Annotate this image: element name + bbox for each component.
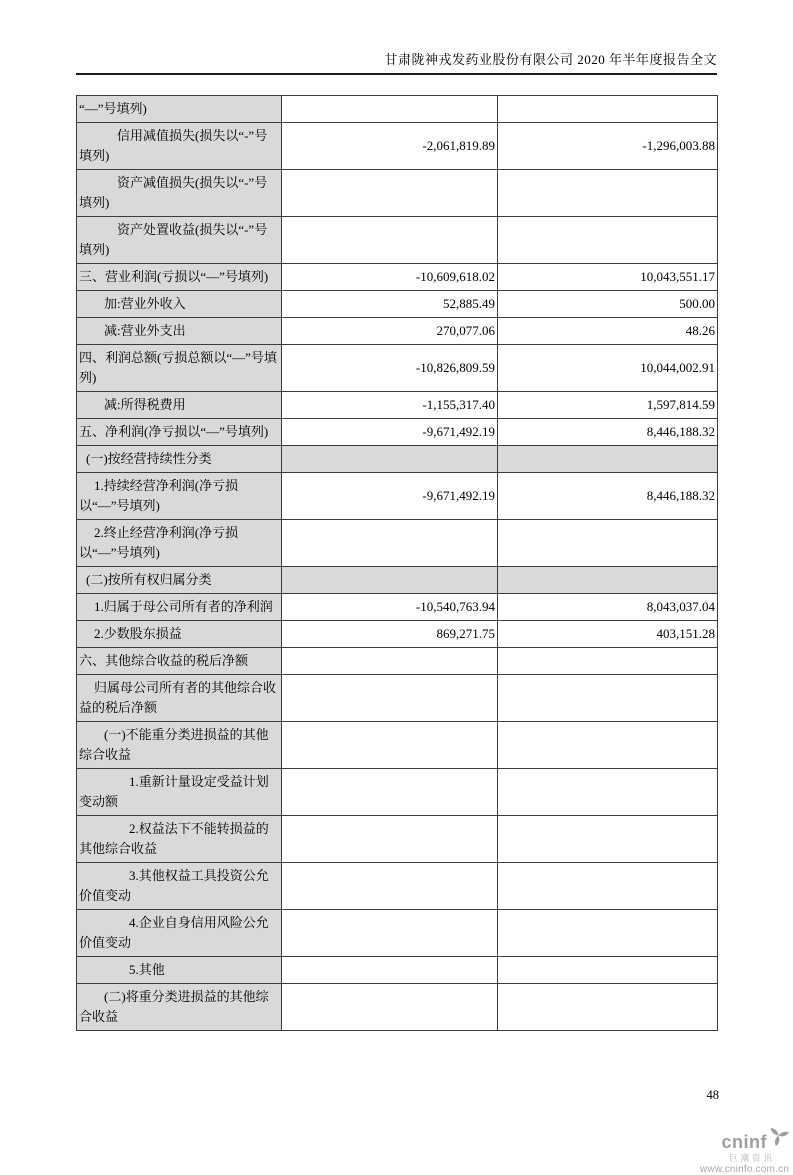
table-row	[77, 473, 718, 520]
row-current-period-value: -10,540,763.94	[282, 594, 498, 621]
table-row	[77, 910, 718, 957]
table-row	[77, 419, 718, 446]
row-prior-period-value: 8,446,188.32	[498, 419, 718, 446]
row-prior-period-value	[498, 648, 718, 675]
row-current-period-value: 869,271.75	[282, 621, 498, 648]
cninfo-subtitle: 巨潮资讯	[728, 1153, 775, 1163]
table-row	[77, 96, 718, 123]
row-label: (一)不能重分类进损益的其他综合收益	[77, 722, 282, 769]
table-row	[77, 594, 718, 621]
row-prior-period-value: -1,296,003.88	[498, 123, 718, 170]
table-row	[77, 863, 718, 910]
row-label: 1.归属于母公司所有者的净利润	[77, 594, 282, 621]
row-prior-period-value	[498, 675, 718, 722]
row-prior-period-value: 8,043,037.04	[498, 594, 718, 621]
report-header-title: 甘肃陇神戎发药业股份有限公司 2020 年半年度报告全文	[76, 52, 717, 75]
row-label: 减:所得税费用	[77, 392, 282, 419]
row-current-period-value	[282, 722, 498, 769]
row-label: 2.终止经营净利润(净亏损以“—”号填列)	[77, 520, 282, 567]
row-label: 减:营业外支出	[77, 318, 282, 345]
table-row	[77, 392, 718, 419]
row-current-period-value	[282, 170, 498, 217]
row-prior-period-value	[498, 722, 718, 769]
row-current-period-value: -9,671,492.19	[282, 419, 498, 446]
row-current-period-value: 270,077.06	[282, 318, 498, 345]
row-label: 四、利润总额(亏损总额以“—”号填列)	[77, 345, 282, 392]
table-row	[77, 170, 718, 217]
swirl-icon	[768, 1125, 789, 1150]
row-label: 信用减值损失(损失以“-”号填列)	[77, 123, 282, 170]
table-row	[77, 957, 718, 984]
row-current-period-value	[282, 957, 498, 984]
row-label: 资产减值损失(损失以“-”号填列)	[77, 170, 282, 217]
row-prior-period-value: 48.26	[498, 318, 718, 345]
table-row	[77, 816, 718, 863]
row-prior-period-value: 403,151.28	[498, 621, 718, 648]
row-current-period-value	[282, 446, 498, 473]
table-row	[77, 291, 718, 318]
row-label: “—”号填列)	[77, 96, 282, 123]
row-label: 加:营业外收入	[77, 291, 282, 318]
row-prior-period-value: 10,044,002.91	[498, 345, 718, 392]
row-label: 资产处置收益(损失以“-”号填列)	[77, 217, 282, 264]
row-prior-period-value	[498, 816, 718, 863]
row-label: 5.其他	[77, 957, 282, 984]
page-number: 48	[706, 1088, 719, 1102]
row-prior-period-value: 8,446,188.32	[498, 473, 718, 520]
row-current-period-value	[282, 675, 498, 722]
row-current-period-value: -1,155,317.40	[282, 392, 498, 419]
row-prior-period-value	[498, 910, 718, 957]
row-label: 2.少数股东损益	[77, 621, 282, 648]
table-row	[77, 446, 718, 473]
row-label: (二)将重分类进损益的其他综合收益	[77, 984, 282, 1031]
row-label: 五、净利润(净亏损以“—”号填列)	[77, 419, 282, 446]
table-row	[77, 648, 718, 675]
row-prior-period-value	[498, 567, 718, 594]
cninfo-logo	[669, 1125, 789, 1175]
row-prior-period-value: 10,043,551.17	[498, 264, 718, 291]
row-label: 归属母公司所有者的其他综合收益的税后净额	[77, 675, 282, 722]
row-current-period-value	[282, 96, 498, 123]
row-current-period-value	[282, 769, 498, 816]
row-prior-period-value	[498, 984, 718, 1031]
row-label: 六、其他综合收益的税后净额	[77, 648, 282, 675]
table-row	[77, 567, 718, 594]
row-prior-period-value	[498, 957, 718, 984]
row-current-period-value	[282, 863, 498, 910]
row-label: 2.权益法下不能转损益的其他综合收益	[77, 816, 282, 863]
row-current-period-value	[282, 217, 498, 264]
table-row	[77, 520, 718, 567]
row-current-period-value: -9,671,492.19	[282, 473, 498, 520]
row-prior-period-value	[498, 446, 718, 473]
row-label: 三、营业利润(亏损以“—”号填列)	[77, 264, 282, 291]
row-current-period-value	[282, 984, 498, 1031]
cninfo-url: www.cninfo.com.cn	[700, 1163, 789, 1175]
row-label: (一)按经营持续性分类	[77, 446, 282, 473]
row-prior-period-value	[498, 96, 718, 123]
row-label: (二)按所有权归属分类	[77, 567, 282, 594]
row-current-period-value	[282, 567, 498, 594]
cninfo-brand-text: cninf	[721, 1132, 767, 1152]
table-row	[77, 217, 718, 264]
row-current-period-value	[282, 910, 498, 957]
row-prior-period-value	[498, 520, 718, 567]
row-current-period-value: -2,061,819.89	[282, 123, 498, 170]
income-table-body	[77, 96, 718, 1031]
row-label: 4.企业自身信用风险公允价值变动	[77, 910, 282, 957]
table-row	[77, 318, 718, 345]
row-current-period-value	[282, 520, 498, 567]
row-current-period-value: 52,885.49	[282, 291, 498, 318]
row-prior-period-value	[498, 217, 718, 264]
row-label: 3.其他权益工具投资公允价值变动	[77, 863, 282, 910]
row-current-period-value	[282, 816, 498, 863]
row-current-period-value	[282, 648, 498, 675]
row-prior-period-value	[498, 863, 718, 910]
income-statement-table	[76, 95, 718, 1031]
cninfo-logo-brand-row	[669, 1125, 789, 1151]
row-prior-period-value: 1,597,814.59	[498, 392, 718, 419]
table-row	[77, 123, 718, 170]
table-row	[77, 984, 718, 1031]
table-row	[77, 722, 718, 769]
row-current-period-value: -10,609,618.02	[282, 264, 498, 291]
row-current-period-value: -10,826,809.59	[282, 345, 498, 392]
table-row	[77, 264, 718, 291]
row-prior-period-value: 500.00	[498, 291, 718, 318]
row-label: 1.重新计量设定受益计划变动额	[77, 769, 282, 816]
table-row	[77, 675, 718, 722]
table-row	[77, 345, 718, 392]
row-label: 1.持续经营净利润(净亏损以“—”号填列)	[77, 473, 282, 520]
row-prior-period-value	[498, 170, 718, 217]
table-row	[77, 621, 718, 648]
table-row	[77, 769, 718, 816]
row-prior-period-value	[498, 769, 718, 816]
